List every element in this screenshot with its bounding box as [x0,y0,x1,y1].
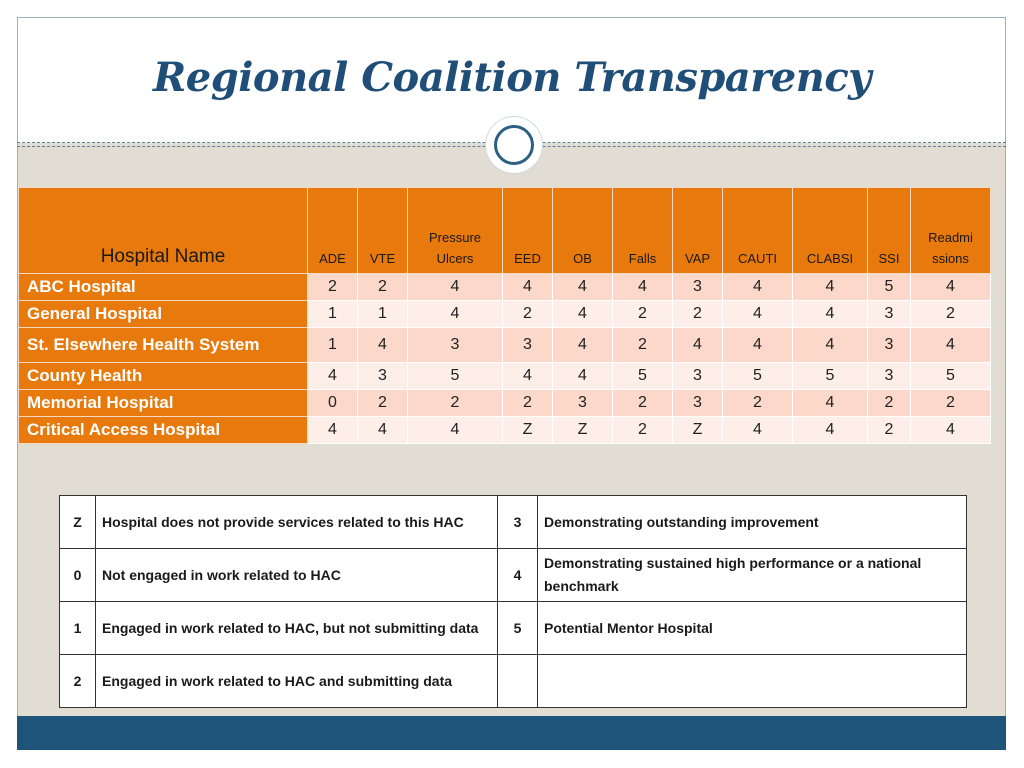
score-cell: 1 [358,301,408,328]
score-cell: 2 [358,390,408,417]
score-cell: Z [553,417,613,444]
circle-emblem-icon [486,117,542,173]
score-cell: 4 [723,301,793,328]
score-cell: 2 [723,390,793,417]
score-cell: 3 [868,328,911,363]
score-cell: 4 [723,274,793,301]
score-cell: 4 [911,274,991,301]
score-cell: 4 [408,301,503,328]
score-cell: 2 [613,328,673,363]
column-header: Readmi ssions [911,188,991,274]
score-cell: 2 [358,274,408,301]
score-cell: 3 [553,390,613,417]
column-header: CAUTI [723,188,793,274]
score-cell: 2 [308,274,358,301]
hospital-name-cell: Memorial Hospital [19,390,308,417]
column-header: CLABSI [793,188,868,274]
circle-emblem-inner [494,125,534,165]
legend-description: Potential Mentor Hospital [538,602,967,655]
score-cell: 3 [868,301,911,328]
score-cell: 2 [911,390,991,417]
score-cell: 3 [358,363,408,390]
legend-row [60,549,967,602]
score-cell: 2 [613,417,673,444]
table-row [19,274,991,301]
column-header: EED [503,188,553,274]
score-cell: 4 [793,417,868,444]
column-header: SSI [868,188,911,274]
column-header-hospital-name: Hospital Name [19,188,308,274]
column-header: VTE [358,188,408,274]
score-cell: 2 [673,301,723,328]
column-header: Falls [613,188,673,274]
score-cell: 3 [673,274,723,301]
legend-code: 1 [60,602,96,655]
score-cell: 5 [613,363,673,390]
legend-description: Demonstrating sustained high performance or a national benchmark [538,549,967,602]
table-body [19,274,991,444]
score-cell: 3 [673,390,723,417]
score-cell: 4 [723,417,793,444]
legend-row [60,655,967,708]
score-cell: 4 [723,328,793,363]
score-cell: 4 [503,274,553,301]
legend-description: Not engaged in work related to HAC [96,549,498,602]
score-cell: 4 [408,274,503,301]
score-cell: 2 [408,390,503,417]
legend-code [498,655,538,708]
score-cell: 0 [308,390,358,417]
score-cell: 4 [793,301,868,328]
score-cell: 4 [553,274,613,301]
score-cell: 2 [613,390,673,417]
score-cell: 4 [793,328,868,363]
score-cell: 4 [673,328,723,363]
score-cell: 4 [553,363,613,390]
column-header: VAP [673,188,723,274]
score-cell: 4 [793,274,868,301]
score-cell: 3 [868,363,911,390]
score-cell: 3 [503,328,553,363]
score-cell: 2 [868,417,911,444]
table-row [19,363,991,390]
column-header: Pressure Ulcers [408,188,503,274]
score-cell: 4 [793,390,868,417]
legend-code: 5 [498,602,538,655]
table-row [19,328,991,363]
score-cell: 5 [408,363,503,390]
score-cell: 4 [308,417,358,444]
legend-code: 0 [60,549,96,602]
legend-description: Engaged in work related to HAC, but not submitting data [96,602,498,655]
score-cell: 2 [613,301,673,328]
footer-bar [17,716,1006,750]
score-cell: 2 [503,390,553,417]
score-cell: 5 [793,363,868,390]
hospital-name-cell: St. Elsewhere Health System [19,328,308,363]
legend-description [538,655,967,708]
legend-description: Engaged in work related to HAC and submitting data [96,655,498,708]
table-row [19,301,991,328]
score-cell: 4 [911,328,991,363]
score-cell: Z [673,417,723,444]
score-cell: 4 [408,417,503,444]
legend-row [60,602,967,655]
score-cell: 4 [308,363,358,390]
score-cell: 1 [308,301,358,328]
legend-description: Demonstrating outstanding improvement [538,496,967,549]
score-cell: 4 [358,328,408,363]
score-cell: 1 [308,328,358,363]
score-cell: 4 [503,363,553,390]
column-header: ADE [308,188,358,274]
score-cell: 3 [408,328,503,363]
table-header-row [19,188,991,274]
score-cell: 5 [911,363,991,390]
score-cell: 4 [358,417,408,444]
score-cell: 5 [868,274,911,301]
hospital-name-cell: Critical Access Hospital [19,417,308,444]
legend-code: Z [60,496,96,549]
score-cell: 4 [613,274,673,301]
score-cell: 4 [553,301,613,328]
legend-code: 3 [498,496,538,549]
table-row [19,417,991,444]
legend-code: 2 [60,655,96,708]
hospital-name-cell: County Health [19,363,308,390]
score-cell: 3 [673,363,723,390]
score-cell: 2 [868,390,911,417]
score-cell: 4 [911,417,991,444]
score-cell: 2 [503,301,553,328]
score-cell: 4 [553,328,613,363]
hospital-name-cell: General Hospital [19,301,308,328]
legend-description: Hospital does not provide services related to this HAC [96,496,498,549]
legend-row [60,496,967,549]
legend-table [59,495,967,708]
legend-body [60,496,967,708]
score-cell: 2 [911,301,991,328]
score-cell: 5 [723,363,793,390]
slide-title: Regional Coalition Transparency [153,54,871,101]
table-row [19,390,991,417]
score-cell: Z [503,417,553,444]
hospital-scores-table [18,187,991,444]
column-header: OB [553,188,613,274]
hospital-name-cell: ABC Hospital [19,274,308,301]
legend-code: 4 [498,549,538,602]
